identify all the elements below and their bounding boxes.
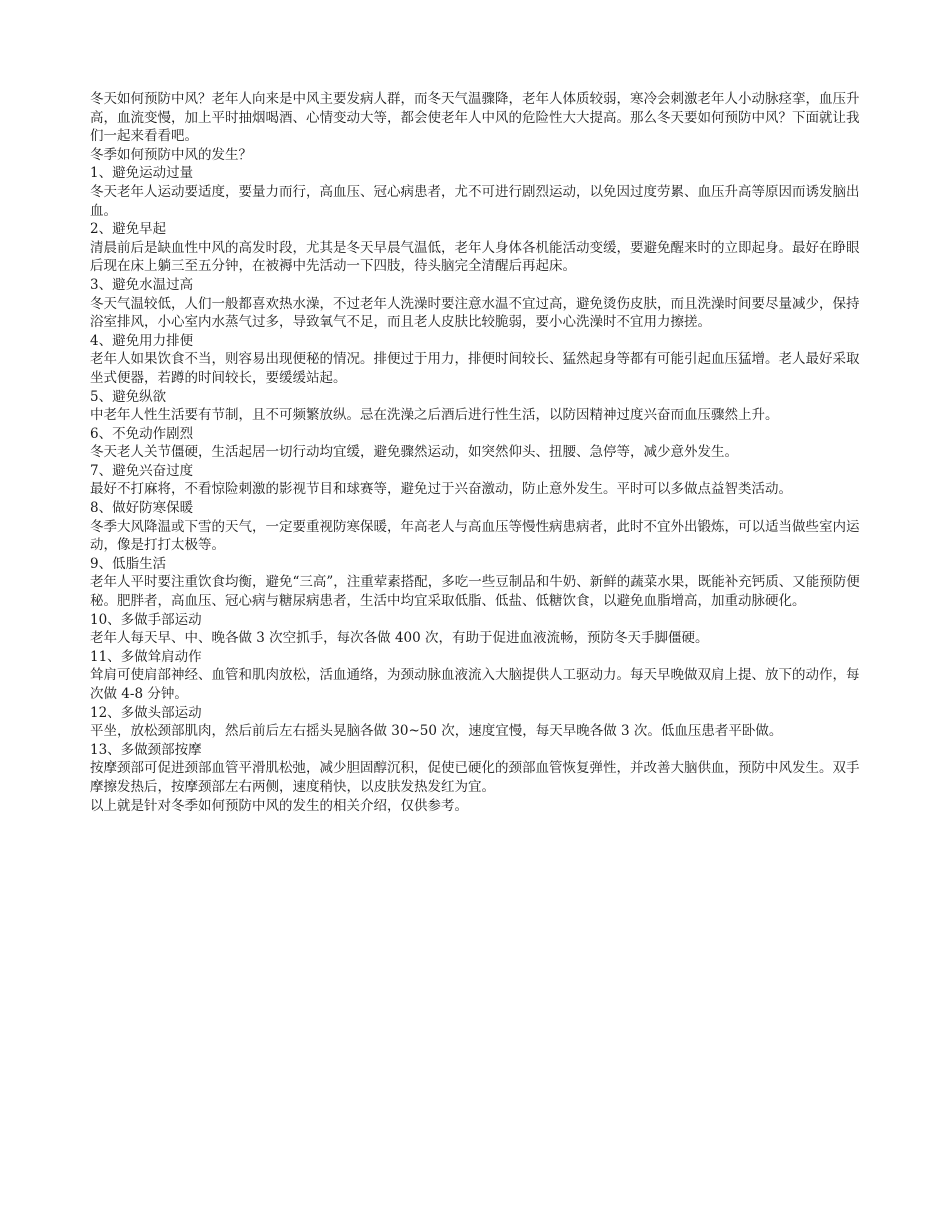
section-heading-11: 11、多做耸肩动作 <box>90 648 202 665</box>
section-body-3: 冬天气温较低，人们一般都喜欢热水澡，不过老年人洗澡时要注意水温不宜过高，避免烫伤皮肤，而且洗澡时间要尽量减少，保持浴室排风，小心室内水蒸气过多，导致氧气不足，而且老人皮肤比较脆弱，要小心洗澡时不宜用力擦搓。 <box>90 295 860 331</box>
section-body-11: 耸肩可使肩部神经、血管和肌肉放松，活血通络，为颈动脉血液流入大脑提供人工驱动力。每天早晚做双肩上提、放下的动作，每次做 4-8 分钟。 <box>90 667 860 702</box>
intro-paragraph: 冬天如何预防中风？老年人向来是中风主要发病人群，而冬天气温骤降，老年人体质较弱，寒冷会刺激老年人小动脉痉挛，血压升高，血流变慢，加上平时抽烟喝酒、心情变动大等，都会使老年人中风的危险性大大提高。那么冬天要如何预防中风？下面就让我们一起来看看吧。 <box>90 91 860 145</box>
section-heading-9: 9、低脂生活 <box>90 555 167 572</box>
section-body-10: 老年人每天早、中、晚各做 3 次空抓手，每次各做 400 次，有助于促进血液流畅，预防冬天手脚僵硬。 <box>90 630 709 647</box>
section-body-9: 老年人平时要注重饮食均衡，避免“三高”，注重荤素搭配，多吃一些豆制品和牛奶、新鲜的蔬菜水果，既能补充钙质、又能预防便秘。肥胖者，高血压、冠心病与糖尿病患者，生活中均宜采取低脂、低盐、低糖饮食，以避免血脂增高，加重动脉硬化。 <box>90 574 860 610</box>
section-heading-8: 8、做好防寒保暖 <box>90 500 194 517</box>
conclusion-paragraph: 以上就是针对冬季如何预防中风的发生的相关介绍，仅供参考。 <box>90 797 468 814</box>
section-body-6: 冬天老人关节僵硬，生活起居一切行动均宜缓，避免骤然运动，如突然仰头、扭腰、急停等，减少意外发生。 <box>90 444 738 461</box>
section-subtitle: 冬季如何预防中风的发生？ <box>90 146 252 163</box>
section-heading-7: 7、避免兴奋过度 <box>90 462 194 479</box>
section-heading-13: 13、多做颈部按摩 <box>90 741 202 758</box>
section-body-13: 按摩颈部可促进颈部血管平滑肌松弛，减少胆固醇沉积，促使已硬化的颈部血管恢复弹性，并改善大脑供血，预防中风发生。双手摩擦发热后，按摩颈部左右两侧，速度稍快，以皮肤发热发红为宜。 <box>90 760 860 795</box>
section-heading-4: 4、避免用力排便 <box>90 332 194 349</box>
section-heading-1: 1、避免运动过量 <box>90 165 194 182</box>
section-heading-2: 2、避免早起 <box>90 221 167 238</box>
section-heading-5: 5、避免纵欲 <box>90 388 167 405</box>
section-heading-3: 3、避免水温过高 <box>90 276 194 293</box>
section-body-2: 清晨前后是缺血性中风的高发时段，尤其是冬天早晨气温低，老年人身体各机能活动变缓，要避免醒来时的立即起身。最好在睁眼后现在床上躺三至五分钟，在被褥中先活动一下四肢，待头脑完全清醒后再起床。 <box>90 239 860 275</box>
section-body-8: 冬季大风降温或下雪的天气，一定要重视防寒保暖，年高老人与高血压等慢性病患病者，此时不宜外出锻炼，可以适当做些室内运动，像是打打太极等。 <box>90 518 860 554</box>
section-body-12: 平坐，放松颈部肌肉，然后前后左右摇头晃脑各做 30~50 次，速度宜慢，每天早晚各做 3 次。低血压患者平卧做。 <box>90 723 783 740</box>
section-body-5: 中老年人性生活要有节制，且不可频繁放纵。忌在洗澡之后酒后进行性生活，以防因精神过度兴奋而血压骤然上升。 <box>90 407 779 424</box>
section-heading-6: 6、不免动作剧烈 <box>90 425 194 442</box>
section-body-4: 老年人如果饮食不当，则容易出现便秘的情况。排便过于用力，排便时间较长、猛然起身等都有可能引起血压猛增。老人最好采取坐式便器，若蹲的时间较长，要缓缓站起。 <box>90 351 860 386</box>
document-page <box>90 90 865 815</box>
section-body-1: 冬天老年人运动要适度，要量力而行，高血压、冠心病患者，尤不可进行剧烈运动，以免因过度劳累、血压升高等原因而诱发脑出血。 <box>90 183 860 219</box>
section-body-7: 最好不打麻将，不看惊险刺激的影视节目和球赛等，避免过于兴奋激动，防止意外发生。平时可以多做点益智类活动。 <box>90 481 792 498</box>
section-heading-12: 12、多做头部运动 <box>90 704 202 721</box>
section-heading-10: 10、多做手部运动 <box>90 611 202 628</box>
